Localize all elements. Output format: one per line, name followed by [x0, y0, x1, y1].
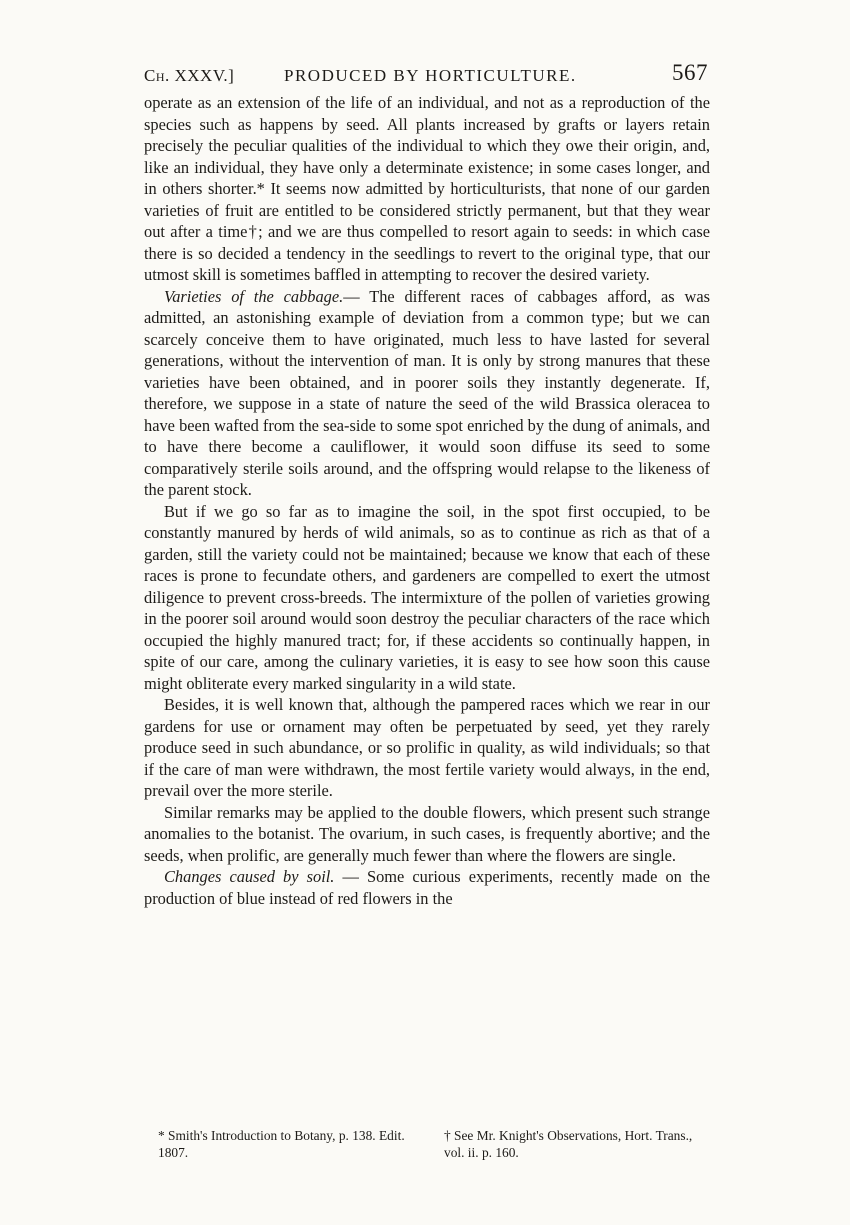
- paragraph-6-text: — Some curious experiments, recently made on the production of blue instead of red flowers in the: [144, 867, 710, 908]
- footnote-dagger: † See Mr. Knight's Observations, Hort. Trans., vol. ii. p. 160.: [444, 1128, 693, 1160]
- paragraph-5-text: Similar remarks may be applied to the double flowers, which present such strange anomalies to the botanist. The ovarium, in such cases, is frequently abortive; and the seeds, when prolific, are generally much fewer than where the flowers are single.: [144, 802, 710, 865]
- paragraph-3: [144, 501, 710, 695]
- paragraph-2-text: — The different races of cabbages afford, as was admitted, an astonishing example of deviation from a common type; but we can scarcely conceive them to have originated, much less to have lasted for several generations, without the intervention of man. It is only by strong manures that these varieties have been obtained, and in poorer soils they instantly degenerate. If, therefore, we suppose in a state of nature the seed of the wild Brassica oleracea to have been wafted from the sea-side to some spot enriched by the dung of animals, and to have there become a cauliflower, it would soon diffuse its seed to some comparatively sterile soils around, and the offspring would relapse to the likeness of the parent stock.: [144, 286, 710, 499]
- chapter-label: Ch. XXXV.]: [144, 66, 235, 85]
- body-text: [144, 92, 710, 909]
- paragraph-1-text: operate as an extension of the life of an individual, and not as a reproduction of the species such as happens by seed. All plants increased by grafts or layers retain precisely the peculiar qualities of the individual to which they owe their origin, and, like an individual, they have only a determinate existence; in some cases longer, and in others shorter.* It seems now admitted by horticulturists, that none of our garden varieties of fruit are entitled to be considered strictly permanent, but that they wear out after a time†; and we are thus compelled to resort again to seeds: in which case there is so decided a tendency in the seedlings to revert to the original type, that our utmost skill is sometimes baffled in attempting to recover the desired variety.: [144, 93, 710, 284]
- running-title: PRODUCED BY HORTICULTURE.: [284, 66, 577, 85]
- paragraph-1: [144, 92, 710, 286]
- paragraph-2-heading: Varieties of the cabbage.: [164, 286, 344, 306]
- paragraph-3-text: But if we go so far as to imagine the soil, in the spot first occupied, to be constantly manured by herds of wild animals, so as to continue as rich as that of a garden, still the variety could not be maintained; because we know that each of these races is prone to fecundate others, and gardeners are compelled to exert the utmost diligence to prevent cross-breeds. The intermixture of the pollen of varieties growing in the poorer soil around would soon destroy the peculiar characters of the race which occupied the highly manured tract; for, if these accidents so continually happen, in spite of our care, among the culinary varieties, it is easy to see how soon this cause might obliterate every marked singularity in a wild state.: [144, 501, 710, 693]
- paragraph-4-text: Besides, it is well known that, although the pampered races which we rear in our gardens for use or ornament may often be perpetuated by seed, yet they rarely produce seed in such abundance, or so prolific in quality, as wild individuals; so that if the care of man were withdrawn, the most fertile variety would always, in the end, prevail over the more sterile.: [144, 695, 710, 800]
- page-number: 567: [672, 60, 708, 85]
- paragraph-6: [144, 866, 710, 909]
- paragraph-4: [144, 694, 710, 802]
- paragraph-2: [144, 286, 710, 501]
- running-header: [144, 60, 710, 90]
- footnote-star: * Smith's Introduction to Botany, p. 138. Edit. 1807.: [158, 1128, 405, 1160]
- paragraph-6-heading: Changes caused by soil.: [164, 867, 335, 886]
- paragraph-5: [144, 802, 710, 867]
